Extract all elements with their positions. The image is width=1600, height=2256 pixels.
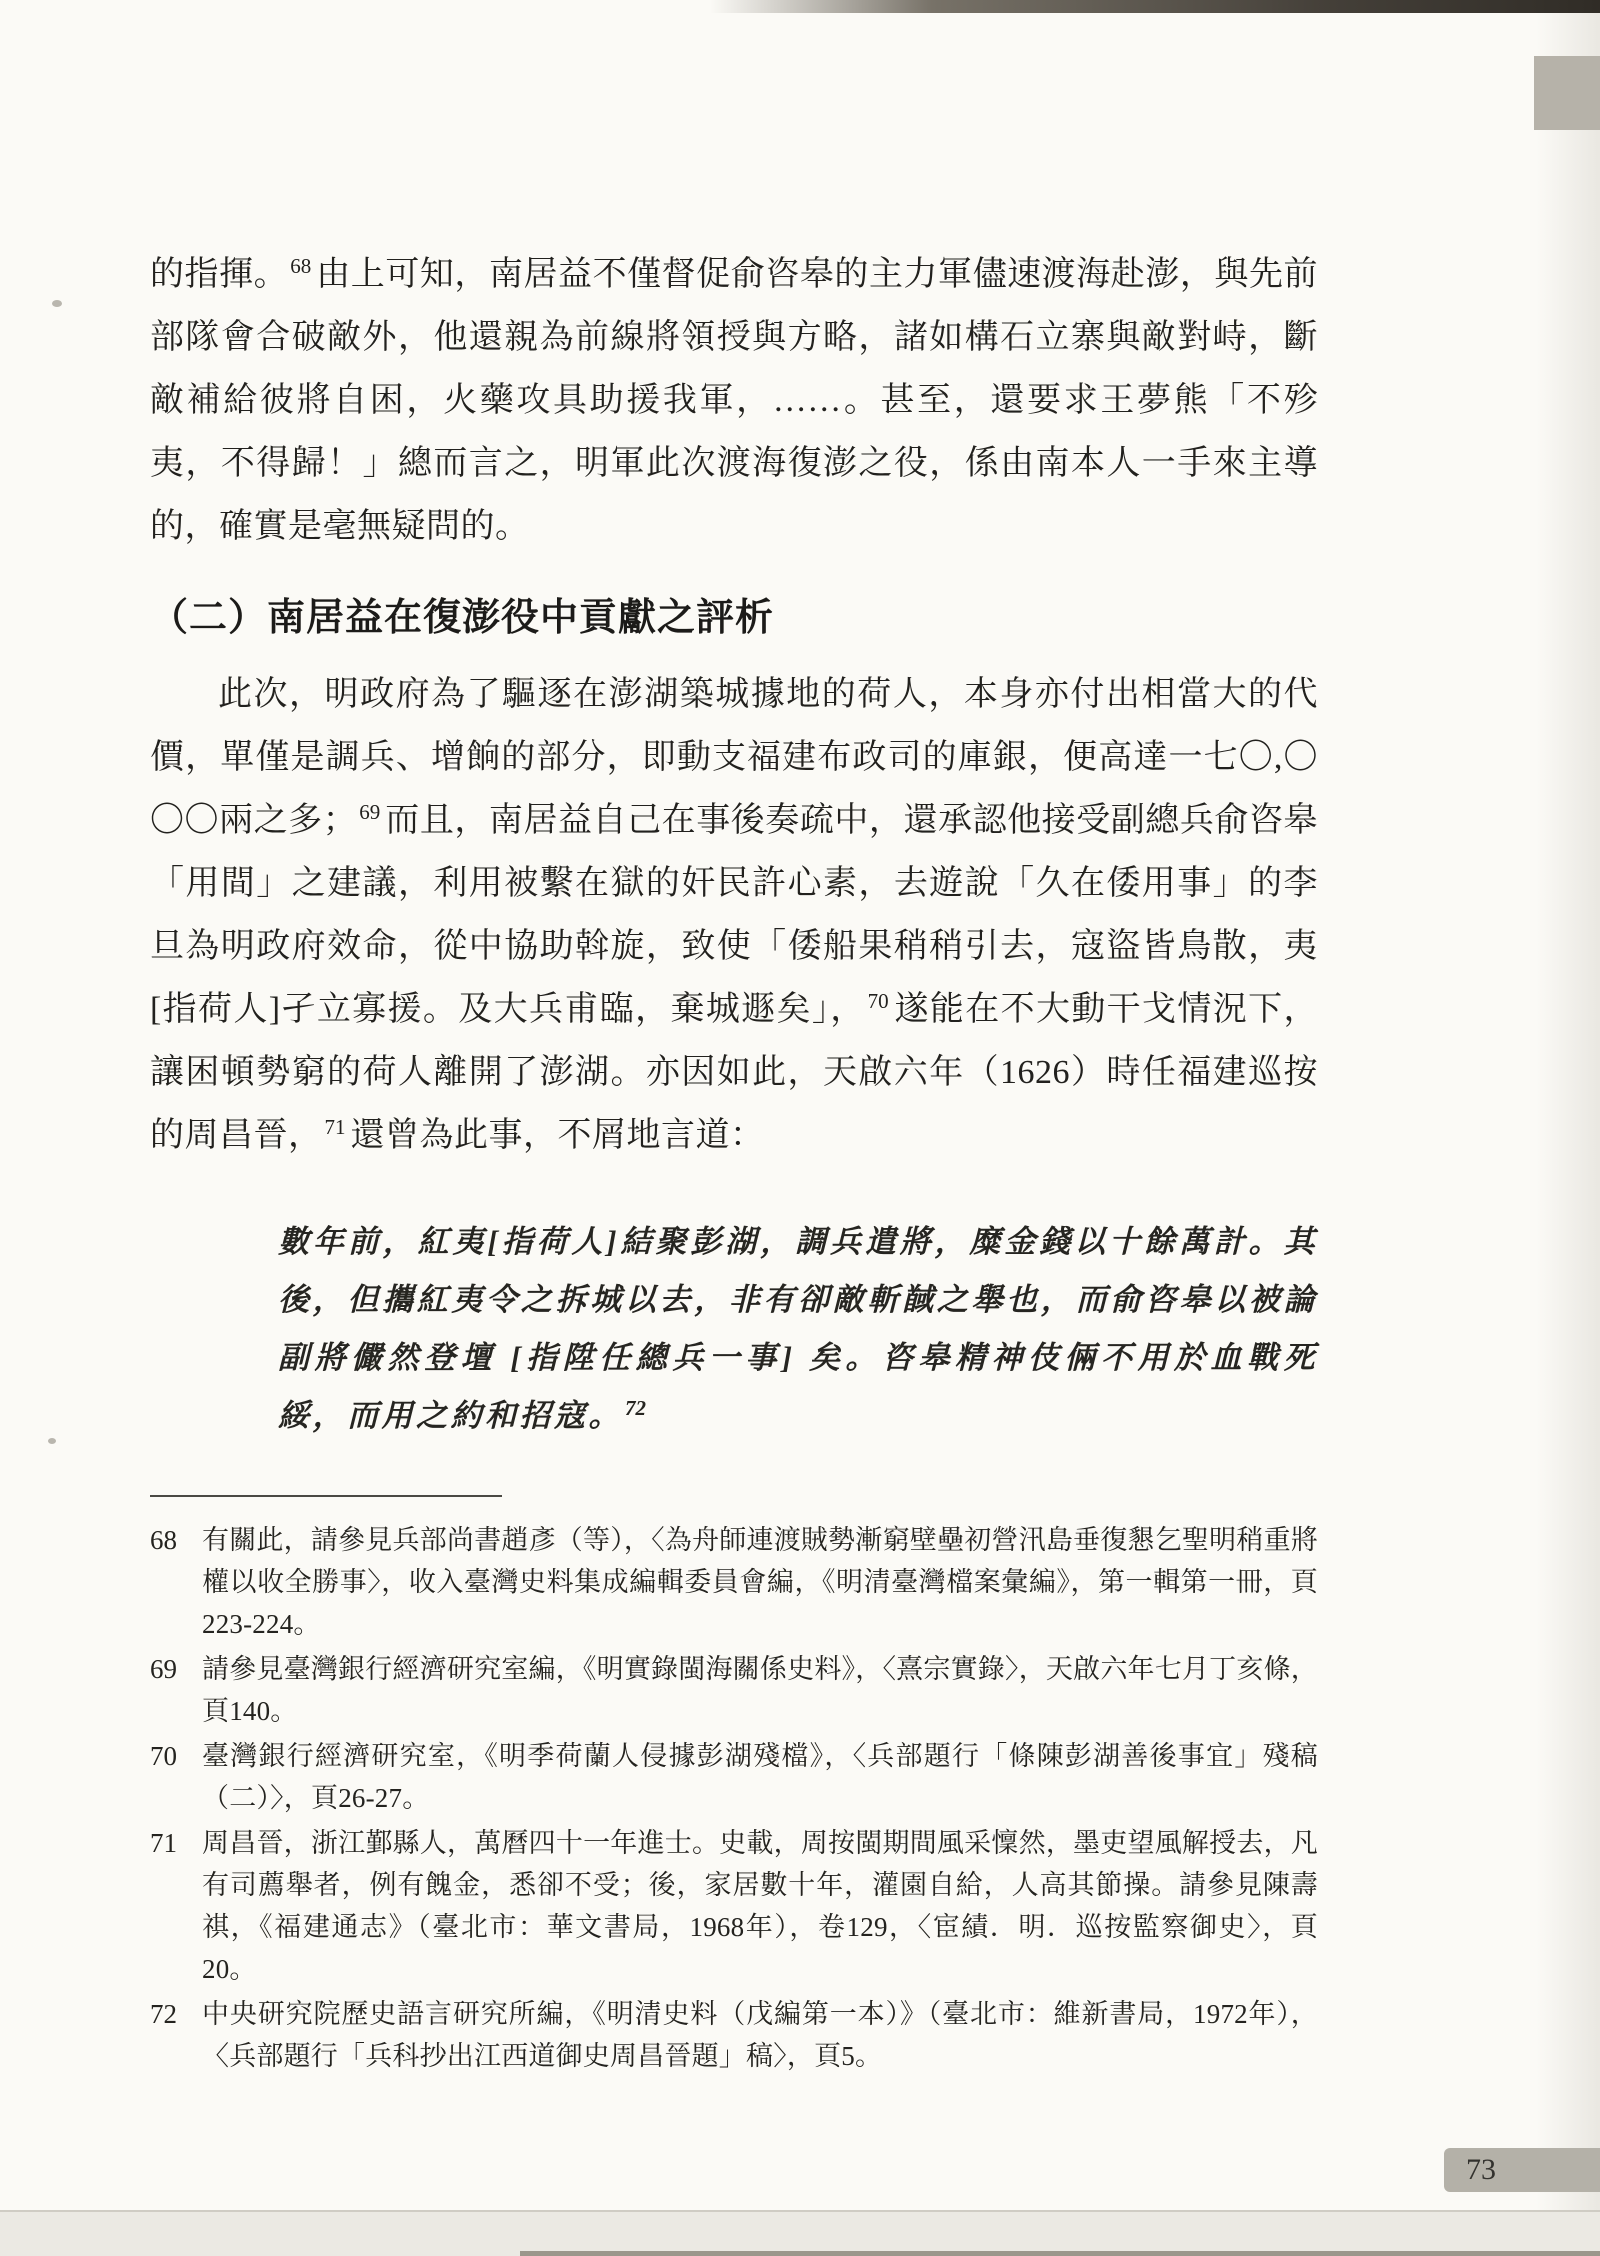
- page-number: 73: [1466, 2153, 1496, 2186]
- footnote-text: 臺灣銀行經濟研究室，《明季荷蘭人侵據彭湖殘檔》，〈兵部題行「條陳彭湖善後事宜」殘稿（二）〉，頁26-27。: [202, 1741, 1318, 1813]
- footnote-number: 70: [150, 1741, 177, 1771]
- footnote-number: 71: [150, 1828, 177, 1858]
- footnote-ref-71: 71: [324, 1114, 346, 1139]
- footnote-text: 請參見臺灣銀行經濟研究室編，《明實錄閩海關係史料》，〈熹宗實錄〉，天啟六年七月丁亥條，頁140。: [202, 1654, 1318, 1726]
- page-content: [150, 243, 1318, 2080]
- block-quote: [278, 1213, 1318, 1445]
- page-number-badge: [1444, 2148, 1600, 2192]
- footnote-number: 69: [150, 1654, 177, 1684]
- body-paragraph-continuation: [150, 243, 1318, 558]
- section-heading: （二）南居益在復澎役中貢獻之評析: [150, 597, 775, 639]
- paragraph-text: 還曾為此事，不屑地言道：: [350, 1117, 765, 1154]
- footnote-ref-68: 68: [290, 253, 312, 278]
- footnotes-section: [150, 1519, 1318, 2077]
- footnote-separator: [150, 1495, 502, 1497]
- paragraph-text: 的指揮。: [150, 256, 289, 293]
- footnote-number: 72: [150, 1999, 177, 2029]
- footnote: [150, 1993, 1318, 2077]
- footnote: [150, 1735, 1318, 1819]
- paragraph-text: 此次，明政府為了驅逐在澎湖築城據地的荷人，本身亦付出相當大的代價，單僅是調兵、增餉的部分，即動支福建布政司的庫銀，便高達一七〇,〇〇〇兩之多；: [150, 676, 1318, 839]
- footnote: [150, 1519, 1318, 1645]
- scan-artifact-speck: [52, 300, 62, 307]
- footnote: [150, 1648, 1318, 1732]
- footnote-number: 68: [150, 1525, 177, 1555]
- footnote-ref-70: 70: [867, 988, 889, 1013]
- paragraph-text: 由上可知，南居益不僅督促俞咨皋的主力軍儘速渡海赴澎，與先前部隊會合破敵外，他還親為前線將領授與方略，諸如構石立寨與敵對峙，斷敵補給彼將自困，火藥攻具助援我軍，……。甚至，還要求王夢熊「不殄夷，不得歸！」總而言之，明軍此次渡海復澎之役，係由南本人一手來主導的，確實是毫無疑問的。: [150, 256, 1319, 545]
- footnote-ref-72: 72: [625, 1395, 646, 1420]
- footnote: [150, 1822, 1318, 1990]
- footnote-text: 中央研究院歷史語言研究所編，《明清史料（戊編第一本）》（臺北市：維新書局，1972年），〈兵部題行「兵科抄出江西道御史周昌晉題」稿〉，頁5。: [202, 1999, 1318, 2071]
- footnote-text: 周昌晉，浙江鄞縣人，萬曆四十一年進士。史載，周按閩期間風采懍然，墨吏望風解授去，凡有司薦舉者，例有餽金，悉卻不受；後，家居數十年，灌園自給，人高其節操。請參見陳壽祺，《福建通志》（臺北市：華文書局，1968年），卷129，〈宦績．明．巡按監察御史〉，頁20。: [202, 1828, 1318, 1984]
- scan-artifact-top-right-block: [1534, 56, 1600, 130]
- paragraph-text: 遂能在不大動干戈情況下，讓困頓勢窮的荷人離開了澎湖。亦因如此，天啟六年（1626）時任福建巡按的周昌晉，: [150, 991, 1318, 1154]
- scan-artifact-bottom-edge: [520, 2251, 1600, 2256]
- scan-artifact-bottom-band: [0, 2210, 1600, 2256]
- footnote-ref-69: 69: [359, 799, 381, 824]
- scan-artifact-right-shadow: [1536, 0, 1600, 2256]
- footnote-text: 有關此，請參見兵部尚書趙彥（等），〈為舟師連渡賊勢漸窮壁壘初營汛島垂復懇乞聖明稍重將權以收全勝事〉，收入臺灣史料集成編輯委員會編，《明清臺灣檔案彙編》，第一輯第一冊，頁223-224。: [202, 1525, 1318, 1639]
- body-paragraph: [150, 663, 1318, 1167]
- scan-artifact-speck: [48, 1438, 56, 1444]
- quote-text: 數年前，紅夷[指荷人]結聚彭湖，調兵遣將，糜金錢以十餘萬計。其後，但攜紅夷令之拆城以去，非有卻敵斬馘之舉也，而俞咨皋以被論副將儼然登壇 [指陞任總兵一事] 矣。咨皋精神伎倆不用於血戰死綏，而用之約和招寇。: [278, 1224, 1318, 1433]
- paragraph-text: 而且，南居益自己在事後奏疏中，還承認他接受副總兵俞咨皋「用間」之建議，利用被繫在獄的奸民許心素，去遊說「久在倭用事」的李旦為明政府效命，從中協助斡旋，致使「倭船果稍稍引去，寇盜皆鳥散，夷[指荷人]孑立寡援。及大兵甫臨，棄城遯矣」，: [150, 802, 1318, 1028]
- scan-artifact-top-strip: [710, 0, 1600, 13]
